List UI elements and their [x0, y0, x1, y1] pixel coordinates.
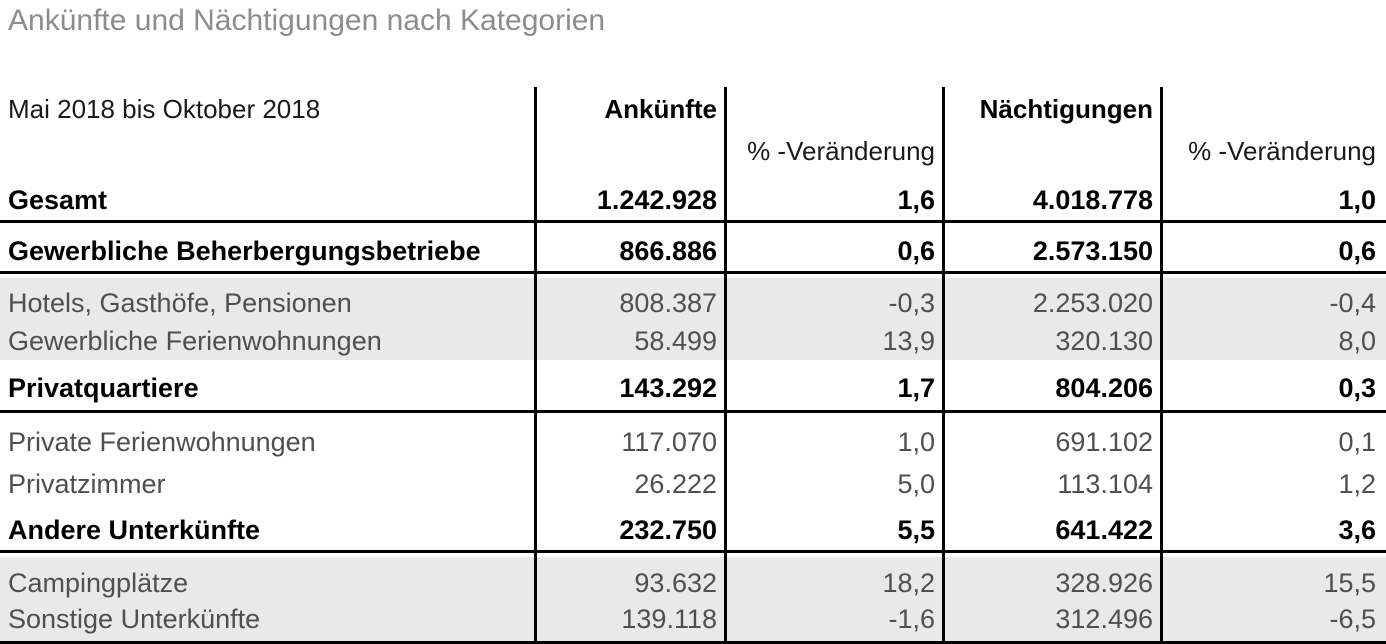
table-row-privatzimmer — [0, 463, 1386, 505]
row-label: Private Ferienwohnungen — [8, 426, 316, 457]
row-label: Privatzimmer — [8, 468, 166, 499]
table-header — [0, 87, 1386, 172]
table-row-hotels-gasthoefe-pensionen — [0, 284, 1386, 322]
overnights-value: 312.496 — [1055, 603, 1153, 634]
column-rule-1 — [534, 87, 537, 644]
arrivals-value: 1.242.928 — [596, 184, 717, 215]
overnights-pct-value: 1,0 — [1338, 184, 1376, 215]
col-header-overnights-pct-change: % -Veränderung — [1188, 136, 1376, 166]
table-row-gewerbliche-beherbergungsbetriebe — [0, 223, 1386, 274]
row-label: Sonstige Unterkünfte — [8, 603, 261, 634]
table-row-sonstige-unterkuenfte — [0, 601, 1386, 637]
overnights-value: 2.573.150 — [1032, 235, 1153, 266]
overnights-value: 641.422 — [1055, 514, 1153, 545]
detail-band-privat — [0, 413, 1386, 505]
column-rule-3 — [942, 87, 945, 644]
overnights-pct-value: 0,3 — [1338, 372, 1376, 403]
overnights-pct-value: 0,6 — [1338, 235, 1376, 266]
table-row-private-ferienwohnungen — [0, 421, 1386, 463]
overnights-value: 113.104 — [1057, 468, 1153, 499]
row-label: Andere Unterkünfte — [8, 514, 261, 545]
row-label: Gewerbliche Ferienwohnungen — [8, 325, 382, 356]
arrivals-pct-value: 18,2 — [882, 567, 935, 598]
table-row-andere-unterkuenfte — [0, 505, 1386, 553]
overnights-value: 320.130 — [1055, 325, 1153, 356]
overnights-pct-value: 8,0 — [1338, 325, 1376, 356]
column-rule-2 — [724, 87, 727, 644]
arrivals-value: 58.499 — [634, 325, 717, 356]
arrivals-pct-value: 1,7 — [897, 372, 935, 403]
arrivals-pct-value: 5,0 — [897, 468, 935, 499]
overnights-pct-value: 15,5 — [1323, 567, 1376, 598]
table-row-campingplaetze — [0, 565, 1386, 601]
overnights-pct-value: 3,6 — [1338, 514, 1376, 545]
detail-band-gewerblich — [0, 278, 1386, 360]
arrivals-value: 117.070 — [621, 426, 717, 457]
row-label: Hotels, Gasthöfe, Pensionen — [8, 287, 352, 318]
row-label: Gesamt — [8, 184, 108, 215]
arrivals-value: 232.750 — [619, 514, 717, 545]
arrivals-value: 26.222 — [634, 468, 717, 499]
arrivals-value: 866.886 — [619, 235, 717, 266]
arrivals-pct-value: 13,9 — [882, 325, 935, 356]
overnights-value: 4.018.778 — [1032, 184, 1153, 215]
categories-table — [0, 87, 1386, 644]
arrivals-pct-value: -1,6 — [888, 603, 935, 634]
detail-band-andere — [0, 557, 1386, 644]
arrivals-value: 139.118 — [621, 603, 717, 634]
table-row-gewerbliche-ferienwohnungen — [0, 322, 1386, 360]
arrivals-pct-value: 5,5 — [897, 514, 935, 545]
overnights-pct-value: -6,5 — [1329, 603, 1376, 634]
overnights-value: 804.206 — [1055, 372, 1153, 403]
arrivals-pct-value: 1,0 — [897, 426, 935, 457]
col-header-arrivals-pct-change: % -Veränderung — [747, 136, 935, 166]
overnights-pct-value: 1,2 — [1338, 468, 1376, 499]
period-label: Mai 2018 bis Oktober 2018 — [8, 93, 321, 124]
table-row-privatquartiere — [0, 360, 1386, 413]
overnights-value: 2.253.020 — [1032, 287, 1153, 318]
column-rule-4 — [1160, 87, 1163, 644]
arrivals-value: 93.632 — [634, 567, 717, 598]
table-row-gesamt — [0, 172, 1386, 223]
row-label: Gewerbliche Beherbergungsbetriebe — [8, 235, 481, 266]
overnights-value: 691.102 — [1055, 426, 1153, 457]
row-label: Privatquartiere — [8, 372, 199, 403]
arrivals-pct-value: 1,6 — [897, 184, 935, 215]
col-header-overnights: Nächtigungen — [979, 93, 1153, 124]
overnights-pct-value: 0,1 — [1338, 426, 1376, 457]
col-header-arrivals: Ankünfte — [604, 93, 717, 124]
row-label: Campingplätze — [8, 567, 189, 598]
arrivals-value: 143.292 — [619, 372, 717, 403]
arrivals-pct-value: 0,6 — [897, 235, 935, 266]
arrivals-value: 808.387 — [619, 287, 717, 318]
overnights-value: 328.926 — [1055, 567, 1153, 598]
overnights-pct-value: -0,4 — [1329, 287, 1376, 318]
page-title: Ankünfte und Nächtigungen nach Kategorien — [8, 4, 606, 37]
arrivals-pct-value: -0,3 — [888, 287, 935, 318]
